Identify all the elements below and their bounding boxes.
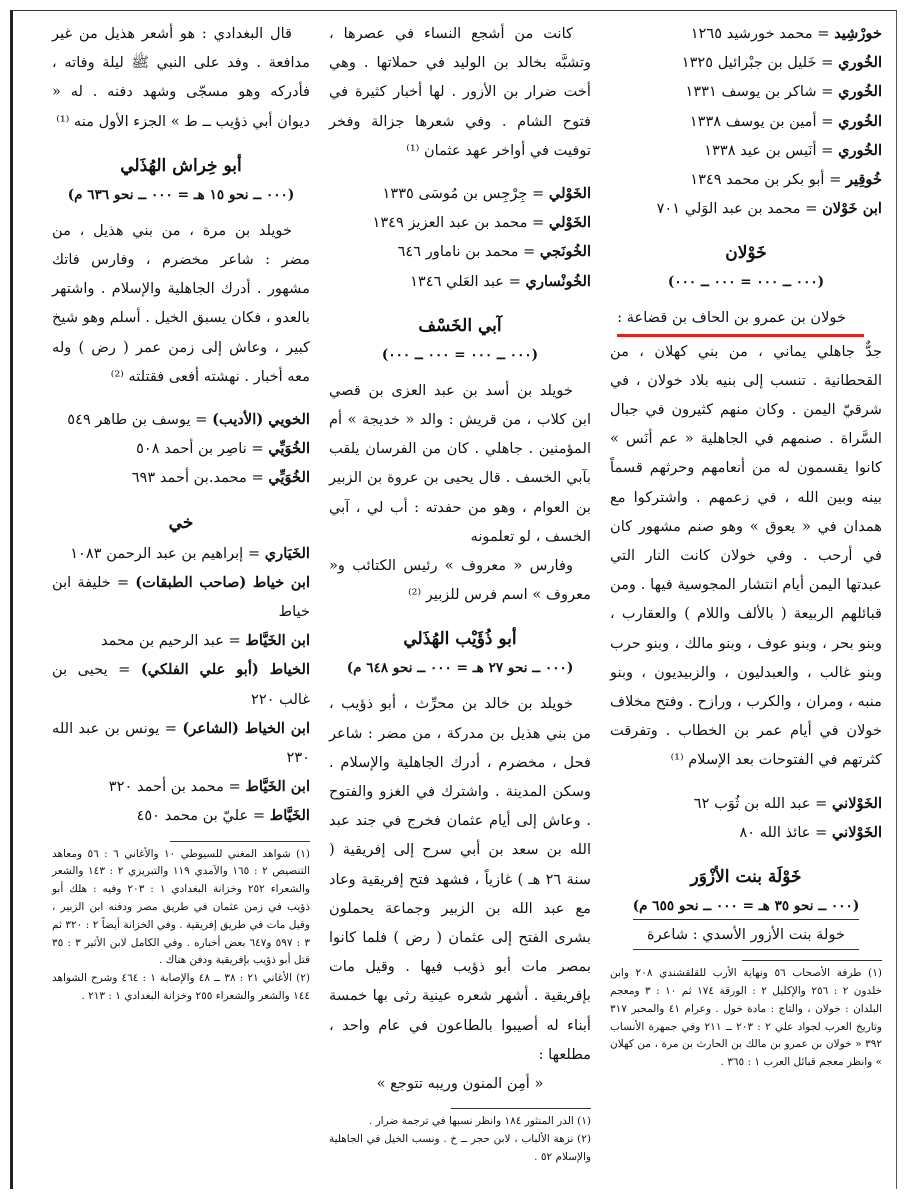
section-body: قال البغدادي : هو أشعر هذيل من غير مدافعة . وفد على النبي ﷺ ليلة وفاته ، فأدركه وهو مسجّى وشهد دفنه . له « ديوان أبي ذؤيب ــ ط » الجزء الأول منه ⁽¹⁾ — [52, 25, 310, 130]
footnote: (١) شواهد المغني للسيوطي ١٠ والأغاني ٦ : ٥٦ ومعاهد التنصيص ٢ : ١٦٥ والآمدي ١١٩ والتبريزي ٢ : ١٤٣ والشعر والشعراء ٢٥٢ وخزانة البغدادي ١ : ٢٠٣ وفيه : هلك أبو ذؤيب في زمن عثمان في طريق مصر ودفنه ابن الزبير ، وقيل مات في طريق إفريقية . وفي الخزانة أيضاً ٢ : ٣٢٠ ثم ٣ : ٥٩٧ و٦٤٧ بعض أخباره . وفي الكامل لابن الأثير ٣ : ٣٥ قتل أبو ذؤيب بإفريقية ودفن هناك . — [52, 847, 310, 967]
index-entry — [610, 107, 882, 136]
section-dates: (٠٠٠ ــ نحو ٢٧ هـ = ٠٠٠ ــ نحو ٦٤٨ م) — [346, 660, 574, 677]
index-entry — [610, 818, 882, 847]
section-dates: (٠٠٠ ــ نحو ٣٥ هـ = ٠٠٠ ــ نحو ٦٥٥ م) — [632, 898, 860, 915]
body-text: جدٌّ جاهلي يماني ، من بني كهلان ، من القحطانية . تنسب إلى بنيه بلاد خولان ، في شرقيّ اليمن . وكان منهم كثيرون في جبال السَّراة . صنمهم في الجاهلية « عم أنَس » كانوا يقسمون له من أنعامهم وحرثهم قسماً بينه وبين الله ، في زعمهم . واشتركوا مع همدان في « يعوق » وهو صنم مشهور كان في أرحب . وفي خولان كانت النار التي عبدتها اليمن أيام انتشار المجوسية فيها . ومن قبائلهم الربيعة ( بالألف واللام ) والعقارب ، وبنو بحر ، وبنو عوف ، وبنو مالك ، وبنو حرب وبنو غالب ، والعبدليون ، والزبيديون ، وبنو منبه ، ومران ، والكرب ، ورازح . وفتح مخلاف خولان في أيام عمر بن الخطاب . وتفرقت كثرتهم في الفتوحات بعد الإسلام ⁽¹⁾ — [610, 342, 882, 769]
entry-ref: = جِرْجِس بن مُوسَى ١٣٣٥ — [382, 185, 545, 203]
section-heading: آبي الخَسْف — [418, 315, 502, 336]
entry-ref: = يحيى بن غالب ٢٢٠ — [52, 661, 310, 708]
entry-name: الخَوْلي — [548, 185, 591, 203]
spacer — [52, 493, 310, 507]
entry-ref: = خَليل بن جبْرائيل ١٣٢٥ — [681, 54, 834, 72]
index-entry — [610, 48, 882, 77]
subject-text: خولة بنت الأزور الأسدي : شاعرة — [633, 919, 859, 950]
entry-name: الخُونَجي — [539, 243, 591, 261]
section-heading: أبو خِراش الهُذَلي — [120, 155, 242, 176]
entry-ref: = يونس بن عبد الله ٢٣٠ — [52, 719, 310, 767]
entry-ref: = خليفة ابن خياط — [52, 573, 310, 621]
footnote-rule — [742, 960, 882, 961]
spacer — [329, 368, 591, 376]
index-entry — [610, 194, 882, 223]
entry-ref: = محمد خورشيد ١٢٦٥ — [690, 25, 830, 42]
column-left — [52, 19, 310, 1006]
index-entry — [329, 267, 591, 296]
entry-ref: = أبو بكر بن محمد ١٣٤٩ — [690, 171, 842, 189]
entry-name: الخُونْساري — [525, 272, 591, 290]
spacer — [329, 165, 591, 179]
entry-name: ابن الخَيَّاط — [245, 632, 310, 650]
entry-name: ابن خياط (صاحب الطبقات) — [135, 573, 310, 591]
entry-name: الخُوري — [838, 54, 882, 72]
index-entry — [52, 405, 310, 434]
column-middle — [329, 19, 591, 1167]
spacer — [610, 295, 882, 303]
entry-name: الخَيَّاط — [269, 807, 310, 825]
entry-ref: = محمد بن ناماور ٦٤٦ — [397, 243, 536, 261]
highlighted-lead: خولان بن عمرو بن الحاف بن قضاعة : — [617, 303, 864, 336]
entry-ref: = يوسف بن طاهر ٥٤٩ — [67, 411, 208, 429]
section-heading: خَوْلان — [725, 243, 767, 264]
section-heading: أبو ذُؤَيْب الهُذَلي — [403, 629, 517, 650]
section-dates: (٠٠٠ ــ نحو ١٥ هـ = ٠٠٠ ــ نحو ٦٣٦ م) — [67, 186, 295, 203]
index-entry — [52, 772, 310, 801]
section-dates: (٠٠٠ ــ ٠٠٠ = ٠٠٠ ــ ٠٠٠) — [667, 274, 825, 291]
entry-name: الخَوْلاني — [831, 794, 882, 812]
spacer — [52, 208, 310, 216]
spacer — [329, 296, 591, 310]
column-right — [610, 19, 882, 1072]
entry-ref: = محمد بن أحمد ٣٢٠ — [108, 778, 241, 796]
entry-ref: = أنَيس بن عيد ١٣٣٨ — [704, 141, 834, 159]
section-heading: خي — [168, 512, 194, 533]
entry-name: خُوقِير — [846, 171, 882, 189]
index-entry — [52, 801, 310, 830]
entry-ref: = ناصِر بن أحمد ٥٠٨ — [136, 440, 264, 458]
index-entry — [329, 237, 591, 266]
section-body: وفارس « معروف » رئيس الكتائب و« معروف » اسم فرس للزبير ⁽²⁾ — [329, 557, 591, 604]
spacer — [610, 223, 882, 237]
spacer — [52, 391, 310, 405]
entry-ref: = عبد العَلي ١٣٤٦ — [410, 272, 521, 290]
entry-ref: = محمد بن عبد العزيز ١٣٤٩ — [372, 214, 545, 232]
entry-ref: = إبراهيم بن عبد الرحمن ١٠٨٣ — [70, 544, 261, 562]
entry-name: الخياط (أبو علي الفلكي) — [140, 661, 311, 679]
entry-ref: = محمد.بن أحمد ٦٩٣ — [131, 469, 264, 487]
entry-name: الخَوْلي — [548, 214, 591, 232]
entry-name: ابن خَوْلان — [822, 200, 882, 218]
entry-ref: = عليّ بن محمد ٤٥٠ — [136, 807, 266, 825]
index-entry — [52, 626, 310, 655]
spacer — [52, 136, 310, 150]
footnote: (١) الدر المنثور ١٨٤ وانظر نسبها في ترجمة ضرار . — [368, 1115, 591, 1128]
entry-ref: = شاكر بن يوسف ١٣٣١ — [685, 83, 834, 101]
index-entry — [610, 77, 882, 106]
index-entry — [52, 655, 310, 713]
spacer — [610, 775, 882, 789]
entry-ref: = عبد الله بن ثُوَب ٦٢ — [693, 794, 828, 812]
index-entry — [52, 434, 310, 463]
entry-name: الخويي (الأديب) — [212, 411, 310, 429]
entry-name: الخُوري — [838, 141, 882, 159]
index-entry — [52, 539, 310, 568]
index-entry — [610, 789, 882, 818]
footnote-rule — [170, 841, 310, 842]
section-heading: خَوْلَة بنت الأزْوَر — [690, 867, 802, 888]
section-body — [610, 303, 882, 774]
verse-line: « أمِن المنون وريبه تتوجع » — [376, 1075, 544, 1093]
entry-ref: = محمد بن عبد الوَلي ٧٠١ — [656, 200, 818, 218]
entry-ref: = أمين بن يوسف ١٣٣٨ — [689, 112, 834, 130]
index-entry — [52, 463, 310, 492]
index-entry — [610, 136, 882, 165]
entry-name: الخُوري — [838, 112, 882, 130]
section-dates: (٠٠٠ ــ ٠٠٠ = ٠٠٠ ــ ٠٠٠) — [381, 346, 539, 363]
entry-ref: = عبد الرحيم بن محمد — [101, 632, 241, 650]
section-body: خويلد بن خالد بن محرِّث ، أبو ذؤيب ، من بني هذيل بن مدركة ، من مضر : شاعر فحل ، مخضرم ، أدرك الجاهلية والإسلام . وسكن المدينة . واشترك في الغزو والفتوح . وعاش إلى أيام عثمان فخرج في جند عبد الله بن سعد بن أبي سرح إلى إفريقية ( سنة ٢٦ هـ ) غازياً ، فشهد فتح إفريقية وعاد مع عبد الله بن الزبير وجماعة يحملون بشرى الفتح إلى عثمان ( رض ) فلما كانوا بمصر مات أبو ذؤيب فيها . وقيل مات بإفريقية . أشهر شعره عينية رثى بها خمسة أبناء له أصيبوا بالطاعون في عام واحد ، مطلعها : — [329, 695, 591, 1063]
entry-name: ابن الخياط (الشاعر) — [182, 719, 310, 737]
footnote: (٢) نزهة الألباب ، لابن حجر ــ خ . ونسب الخيل في الجاهلية والإسلام ٥٢ . — [329, 1133, 591, 1163]
entry-name: الخُوَيِّي — [268, 440, 310, 458]
spacer — [610, 847, 882, 861]
index-entry — [329, 208, 591, 237]
entry-name: الخَوْلاني — [831, 823, 882, 841]
spacer — [329, 609, 591, 623]
footnote: (١) طرفة الأصحاب ٥٦ ونهاية الأرب للقلقشندي ٢٠٨ وابن خلدون ٢ : ٢٥٦ والإكليل ٢ : الورقة ١٧٤ ثم ١٠ : ٣ ومعجم البلدان : خولان ، والتاج : مادة خول . وعرام ٤١ والمحبر ٣١٧ وتاريخ العرب لجواد علي ٢ : ٢٠٣ ــ ٢١١ وفي جمهرة الأنساب ٣٩٢ « خولان بن عمرو بن مالك بن الحارث بن مرة ، من كهلان » وانظر معجم قبائل العرب ١ : ٣٦٥ . — [610, 967, 883, 1069]
entry-name: خورْشِيد — [834, 25, 882, 42]
index-entry — [610, 165, 882, 194]
footnote: (٢) الأغاني ٢١ : ٣٨ ــ ٤٨ والإصابة ١ : ٤٦٤ وشرح الشواهد ١٤٤ والشعر والشعراء ٢٥٥ وخزانة البغدادي ١ : ٢١٣ . — [52, 972, 310, 1003]
entry-name: الخَيَاري — [264, 544, 310, 562]
spacer — [329, 681, 591, 689]
index-entry — [52, 714, 310, 772]
index-entry — [610, 19, 882, 48]
index-entry — [52, 568, 310, 626]
entry-name: الخُوَيِّي — [268, 469, 310, 487]
entry-ref: = عائذ الله ٨٠ — [739, 823, 828, 841]
document-page — [10, 10, 897, 1189]
section-body: كانت من أشجع النساء في عصرها ، وتشبَّه بخالد بن الوليد في حملاتها . وهي أخت ضرار بن الأزور . لها أخبار كثيرة في فتوح الشام . وفي شعرها جزالة وفخر توفيت في أواخر عهد عثمان ⁽¹⁾ — [329, 25, 591, 159]
subject-line — [610, 919, 882, 950]
section-body: خويلد بن مرة ، من بني هذيل ، من مضر : شاعر مخضرم ، وفارس فاتك مشهور . أدرك الجاهلية والإسلام . واشتهر بالعدو ، فكان يسبق الخيل . أسلم وهو شيخ كبير ، وعاش إلى زمن عمر ( رض ) وله معه أخبار . نهشته أفعى فقتلته ⁽²⁾ — [52, 221, 310, 385]
index-entry — [329, 179, 591, 208]
entry-name: ابن الخَيَّاط — [245, 778, 310, 796]
section-body: خويلد بن أسد بن عبد العزى بن قصي ابن كلاب ، من قريش : والد « خديجة » أم المؤمنين . جاهلي . كان من الفرسان يلقب بآبي الخسف . قال يحيى بن عروة بن الزبير بن العوام ، وهو من حفدته : أب لي ، آبي الخسف ، لو تعلمونه — [329, 381, 591, 545]
footnote-rule — [451, 1108, 591, 1109]
entry-name: الخُوري — [838, 83, 882, 101]
